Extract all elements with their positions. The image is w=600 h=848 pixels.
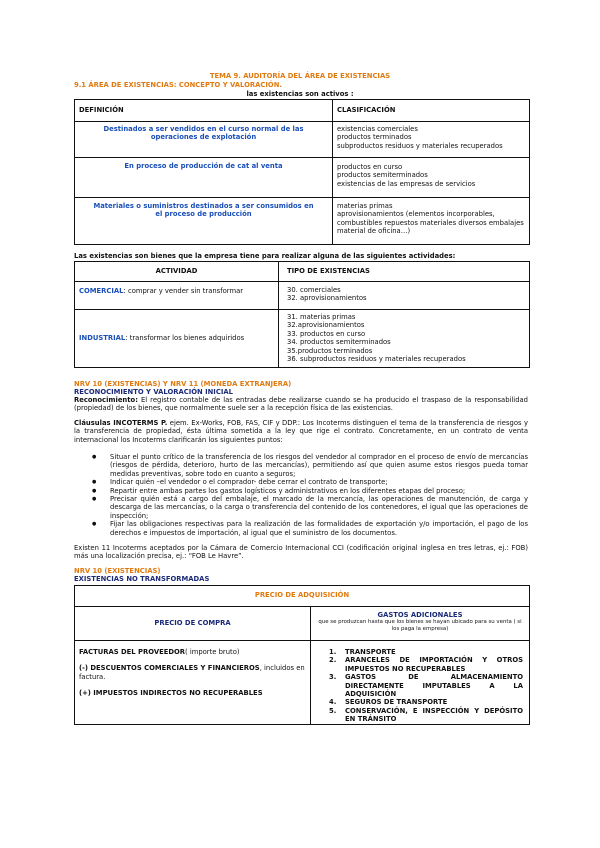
list-item — [329, 698, 523, 706]
recognition-label: Reconocimiento: — [74, 396, 138, 404]
table-row — [75, 310, 530, 368]
activity-cell — [75, 282, 279, 310]
section-title: 9.1 ÁREA DE EXISTENCIAS: CONCEPTO Y VALORACIÓN. — [74, 81, 282, 89]
classification-cell — [333, 122, 530, 158]
table-row — [75, 641, 530, 725]
list-item: ● Repartir entre ambas partes los gastos logísticos y administrativos en los diferentes etapas del proceso; — [92, 487, 528, 495]
nrv10-title: NRV 10 (EXISTENCIAS) — [74, 567, 161, 575]
recognition-text: El registro contable de las entradas debe realizarse cuando se ha producido el traspaso de la responsabilidad (propiedad) de los bienes, que normalmente suele ser a la recepción física de las existencias. — [74, 396, 528, 413]
type-item: 33. productos en curso — [287, 329, 366, 338]
purchase-item-label: (+) IMPUESTOS INDIRECTOS NO RECUPERABLES — [79, 689, 263, 698]
acquisition-table — [74, 585, 530, 725]
type-item: 32.aprovisionamientos — [287, 321, 365, 330]
incoterms-label: Cláusulas INCOTERMS P. — [74, 419, 168, 427]
purchase-price-cell — [75, 641, 311, 725]
definition-header: DEFINICIÓN — [75, 100, 333, 122]
table-row — [75, 122, 530, 158]
item-text: TRANSPORTE — [345, 648, 396, 656]
classification-item: productos semiterminados — [337, 171, 428, 180]
activity-key: COMERCIAL — [79, 287, 124, 295]
nrv-title: NRV 10 (EXISTENCIAS) Y NRV 11 (MONEDA EXTRANJERA) — [74, 380, 292, 388]
type-item: 32. aprovisionamientos — [287, 294, 367, 303]
purchase-item — [79, 689, 306, 697]
item-number: 4. — [329, 698, 337, 707]
list-item — [329, 673, 523, 698]
classification-item: subproductos residuos y materiales recuperados — [337, 141, 503, 150]
classification-item: existencias comerciales — [337, 125, 418, 133]
list-item: ● Precisar quién está a cargo del embalaje, el marcado de la mercancía, las operaciones de manutención, de carga y descarga de las mercancías, o la carga o transferencia del contenido de los contenedores, el igual que las operaciones de inspección; — [92, 495, 528, 520]
nrv-subtitle: RECONOCIMIENTO Y VALORACIÓN INICIAL — [74, 388, 233, 396]
classification-item: productos en curso — [337, 163, 403, 171]
list-item: ● Indicar quién –el vendedor o el comprador- debe cerrar el contrato de transporte; — [92, 478, 528, 486]
type-header: TIPO DE EXISTENCIAS — [279, 262, 530, 282]
purchase-item-label: FACTURAS DEL PROVEEDOR — [79, 648, 186, 656]
classification-item: combustibles repuestos materiales diversos embalajes — [337, 218, 524, 227]
type-item: 34. productos semiterminados — [287, 338, 391, 347]
type-item: 36. subproductos residuos y materiales recuperados — [287, 355, 466, 364]
item-text: SEGUROS DE TRANSPORTE — [345, 698, 448, 707]
activity-table — [74, 261, 530, 368]
item-number: 2. — [329, 656, 337, 665]
purchase-item-text: ( importe bruto) — [185, 648, 240, 656]
incoterms-list — [76, 453, 528, 537]
item-text: CONSERVACIÓN, E INSPECCIÓN Y DEPÓSITO EN TRÁNSITO — [345, 706, 523, 724]
item-text: ARANCELES DE IMPORTACIÓN Y OTROS IMPUESTOS NO RECUPERABLES — [345, 656, 523, 673]
recognition-paragraph — [74, 396, 528, 413]
acquisition-title: PRECIO DE ADQUISICIÓN — [75, 586, 530, 607]
purchase-price-header: PRECIO DE COMPRA — [75, 607, 311, 641]
type-cell — [279, 310, 530, 368]
activities-intro: Las existencias son bienes que la empresa tiene para realizar alguna de las siguientes actividades: — [74, 252, 456, 260]
additional-costs-cell — [311, 641, 530, 725]
incoterms-paragraph — [74, 419, 528, 444]
definition-cell: En proceso de producción de cat al venta — [75, 158, 333, 198]
activity-key: INDUSTRIAL — [79, 334, 126, 343]
additional-costs-list — [329, 648, 523, 724]
classification-item: material de oficina…) — [337, 227, 411, 236]
item-number: 3. — [329, 673, 337, 682]
type-item: 35.productos terminados — [287, 346, 373, 355]
list-item — [329, 656, 523, 673]
incoterms-text: ejem. Ex-Works, FOB, FAS, CIF y DDP.: Los Incoterms distinguen el tema de la transferencia de riesgos y la transferencia de propiedad, ésta última sometida a la ley que rige el contrato. Concretamente, en un contrato de venta internacional los Incoterms clarificarán los siguientes puntos: — [74, 419, 528, 444]
purchase-item — [79, 664, 306, 681]
classification-header: CLASIFICACIÓN — [333, 100, 530, 122]
activity-text: : transformar los bienes adquiridos — [125, 334, 245, 343]
list-item — [329, 707, 523, 724]
definition-cell: Destinados a ser vendidos en el curso normal de las operaciones de explotación — [75, 122, 333, 158]
activity-cell — [75, 310, 279, 368]
classification-cell — [333, 158, 530, 198]
type-item: 30. comerciales — [287, 286, 341, 294]
topic-title: TEMA 9. AUDITORÍA DEL ÁREA DE EXISTENCIAS — [209, 72, 391, 80]
table-row — [75, 198, 530, 245]
additional-costs-header — [311, 607, 530, 641]
nrv10-subtitle: EXISTENCIAS NO TRANSFORMADAS — [74, 575, 210, 583]
item-number: 5. — [329, 706, 337, 715]
type-item: 31. materias primas — [287, 313, 356, 321]
list-item: ● Fijar las obligaciones respectivas para la realización de las formalidades de exportación y/o importación, el pago de los derechos e impuestos de importación, al igual que el suministro de los documentos. — [92, 520, 528, 537]
classification-item: aprovisionamientos (elementos incorporables, — [337, 210, 495, 219]
definition-table — [74, 99, 530, 245]
incoterms-closing: Existen 11 Incoterms aceptados por la Cámara de Comercio Internacional CCI (codificación original inglesa en tres letras, ej.: FOB) más una localización precisa, ej.: “FOB Le Havre”. — [74, 544, 528, 561]
purchase-item-text: , incluidos en factura. — [79, 664, 305, 681]
list-item: ● Situar el punto crítico de la transferencia de los riesgos del vendedor al comprador en el proceso de envío de mercancías (riesgos de pérdida, deterioro, hurto de las mercancías), permitiendo así que quien asume estos riesgos pueda tomar medidas preventivas, sobre todo en cuanto a seguros; — [92, 453, 528, 478]
purchase-item — [79, 648, 306, 656]
classification-item: existencias de las empresas de servicios — [337, 179, 476, 188]
intro-text: las existencias son activos : — [246, 90, 354, 98]
definition-cell: Materiales o suministros destinados a ser consumidos en el proceso de producción — [75, 198, 333, 245]
classification-item: productos terminados — [337, 133, 412, 142]
table-row — [75, 158, 530, 198]
item-number: 1. — [329, 648, 337, 656]
type-cell — [279, 282, 530, 310]
table-row — [75, 282, 530, 310]
classification-cell — [333, 198, 530, 245]
additional-costs-note: que se produzcan hasta que los bienes se hayan ubicado para su venta ( si los paga la empresa) — [318, 619, 522, 633]
item-text: GASTOS DE ALMACENAMIENTO DIRECTAMENTE IMPUTABLES A LA ADQUISICIÓN — [345, 673, 523, 699]
activity-text: : comprar y vender sin transformar — [123, 287, 244, 295]
classification-item: materias primas — [337, 202, 393, 210]
purchase-item-label: (-) DESCUENTOS COMERCIALES Y FINANCIEROS — [79, 664, 260, 673]
additional-costs-title: GASTOS ADICIONALES — [377, 611, 463, 619]
activity-header: ACTIVIDAD — [75, 262, 279, 282]
